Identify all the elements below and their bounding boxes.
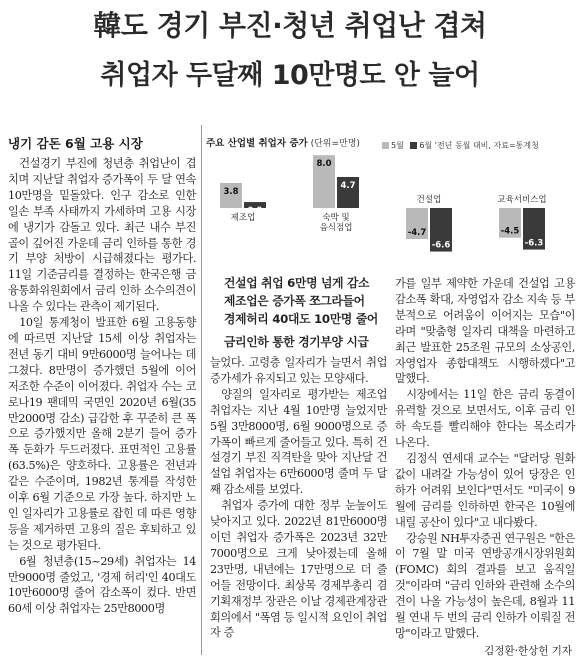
article-paragraph: 늘었다. 고령층 일자리가 늘면서 취업 증가세가 유지되고 있는 모양새다. [210,356,387,385]
chart-value-label: -6.6 [431,240,451,251]
legend-note: '전년 동월 대비, 자료=통계청 [434,141,539,150]
right-article-column [395,276,575,642]
left-subhead: 냉기 감돈 6월 고용 시장 [8,136,143,151]
subhead-1: 건설업 취업 6만명 넘게 감소 [224,276,370,290]
subhead-4: 금리인하 통한 경기부양 시급 [224,335,369,349]
left-article-column [8,156,196,617]
article-paragraph: 건설경기 부진에 청년층 취업난이 겹치며 지난달 취업자 증가폭이 두 달 연속 10만명을 밑돌았다. 인구 감소로 인한 일손 부족 사태까지 가세하며 고용 시장에 냉기가 감돌고 있다. 최근 내수 부진 골이 깊어진 가운데 금리 인하를 통한 경기 부양 처방이 시급해졌다는 평가다. 11일 기준금리를 결정하는 한국은행 금융통화위원회에서 금리 인하 소수의견이 나올 수 있다는 관측이 제기된다. [8,157,196,314]
article-paragraph: 6월 청년층(15~29세) 취업자는 14만9000명 줄었고, '경제 허리'인 40대도 10만6000명 줄어 감소폭이 컸다. 반면 60세 이상 취업자는 25만8000명 [8,554,196,616]
chart-category-label: 숙박 및 [322,213,350,223]
middle-article-column [210,355,387,641]
article-paragraph: 가를 일부 제약한 가운데 건설업 고용 감소폭 확대, 자영업자 감소 지속 등 부분적으로 어려움이 이어지는 모습"이라며 "맞춤형 일자리 대책을 마련하고 최근 발표한 25조원 규모의 소상공인, 자영업자 종합대책도 시행하겠다"고 말했다. [395,277,575,386]
article-paragraph: 취업자 증가에 대한 정부 눈높이도 낮아지고 있다. 2022년 81만6000명이던 취업자 증가폭은 2023년 32만7000명으로 크게 낮아졌는데 올해 23만명, 내년에는 17만명으로 더 줄어들 전망이다. 최상목 경제부총리 겸 기획재정부 장관은 이날 경제관계장관회의에서 "폭염 등 일시적 요인이 취업자 증 [210,499,387,640]
column-divider [201,125,202,655]
byline: 김정환·한상헌 기자 [484,645,572,657]
article-paragraph: 시장에서는 11일 한은 금리 동결이 유력할 것으로 보면서도, 이후 금리 인하 속도를 빨리해야 한다는 목소리가 나온다. [395,388,575,450]
chart-value-label: -4.7 [407,228,427,239]
chart-category-label: 제조업 [230,213,256,223]
subhead-3: 경제허리 40대도 10만명 줄어 [224,312,379,326]
chart-value-label: 4.7 [340,180,356,191]
chart-value-label: 0.9 [247,206,263,217]
chart-category-label: 교육서비스업 [497,195,547,205]
chart-category-label: 건설업 [416,195,442,205]
chart-category-label: 음식점업 [319,223,353,233]
subhead-2: 제조업은 증가폭 쪼그라들어 [224,294,365,308]
chart-unit: (단위=만명) [310,139,360,149]
article-paragraph: 강승원 NH투자증권 연구원은 "한은이 7월 말 미국 연방공개시장위원회(FOMC) 회의 결과를 보고 움직일 것"이라며 "금리 인하와 관련해 소수의견이 나올 가능성이 높은데, 8월과 11월 연내 두 번의 금리 인하가 이뤄질 전망"이라고 말했다. [395,531,575,640]
article-paragraph: 김정식 연세대 교수는 "달러당 원화 값이 내려갈 가능성이 있어 당장은 인하가 어려워 보인다"면서도 "미국이 9월에 금리를 인하하면 한국은 10월에 내릴 공산이 있다"고 내다봤다. [395,451,575,529]
chart-value-label: -4.5 [500,226,520,237]
article-paragraph: 10일 통계청이 발표한 6월 고용동향에 따르면 지난달 15세 이상 취업자는 전년 동기 대비 9만6000명 늘어나는 데 그쳤다. 8만명이 증가했던 5월에 이어 저조한 수준이 이어졌다. 취업자 수는 코로나19 팬데믹 국면인 2020년 6월(35만2000명 감소) 급감한 후 꾸준히 큰 폭으로 증가했지만 올해 2분기 들어 증가폭 둔화가 두드러졌다. 표면적인 고용률(63.5%)은 양호하다. 고용률은 전년과 같은 수준이며, 1982년 통계를 작성한 이후 6월 기준으로 가장 높다. 하지만 노인 일자리가 고용률로 잡힌 데 따른 영향등을 제거하면 고용의 질은 후퇴하고 있는 것으로 평가된다. [8,316,196,552]
chart-title: 주요 산업별 취업자 증가 [206,138,308,149]
chart-value-label: -6.3 [524,238,544,249]
legend-label-may: 5월 [391,141,404,150]
chart-value-label: 3.8 [223,186,239,197]
legend-label-june: 6월 [419,141,433,150]
chart-value-label: 8.0 [316,159,332,170]
industry-employment-chart [206,128,578,266]
chart-plot [206,128,578,266]
headline-line-1: 韓도 경기 부진·청년 취업난 겹쳐 [93,9,487,42]
headline-line-2: 취업자 두달째 10만명도 안 늘어 [100,60,480,91]
article-paragraph: 양질의 일자리로 평가받는 제조업 취업자는 지난 4월 10만명 늘었지만 5월 3만8000명, 6월 9000명으로 증가폭이 빠르게 줄어들고 있다. 특히 건설경기 부진 직격탄을 맞아 지난달 건설업 취업자는 6만6000명 줄며 두 달째 감소세를 보였다. [210,387,387,497]
